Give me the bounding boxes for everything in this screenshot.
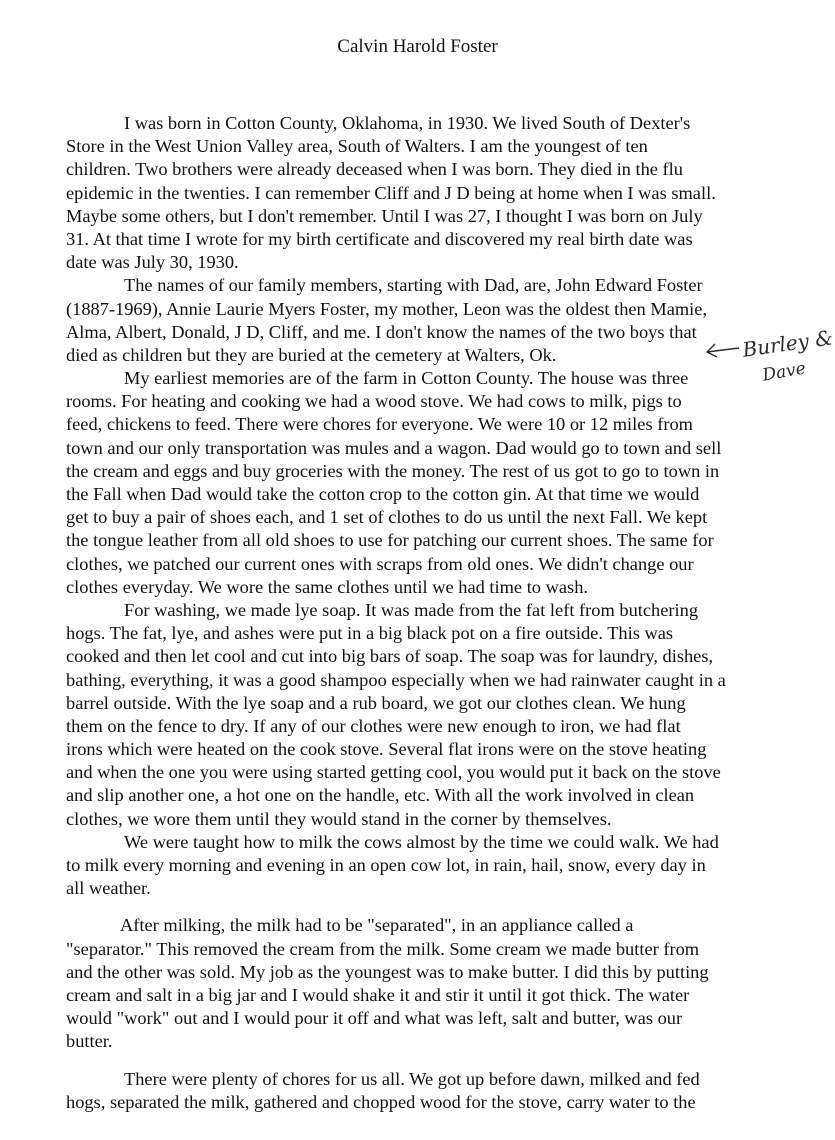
text-line: the tongue leather from all old shoes to use for patching our current shoes. The same for [66, 530, 714, 551]
text-line: would "work" out and I would pour it off and what was left, salt and butter, was our [66, 1008, 683, 1029]
text-line: date was July 30, 1930. [66, 252, 239, 273]
text-line: the cream and eggs and buy groceries with the money. The rest of us got to go to town in [66, 460, 720, 481]
text-line: butter. [66, 1031, 113, 1052]
text-line: "separator." This removed the cream from the milk. Some cream we made butter from [66, 938, 700, 959]
text-line: clothes everyday. We wore the same clothes until we had time to wash. [66, 576, 588, 597]
text-line: feed, chickens to feed. There were chores for everyone. We were 10 or 12 miles from [66, 414, 693, 435]
text-line: get to buy a pair of shoes each, and 1 set of clothes to do us until the next Fall. We kept [66, 507, 708, 528]
text-line: barrel outside. With the lye soap and a rub board, we got our clothes clean. We hung [66, 692, 686, 713]
paragraph-gap [66, 1054, 766, 1068]
text-line: them on the fence to dry. If any of our clothes were new enough to iron, we had flat [66, 715, 681, 736]
text-line: all weather. [66, 878, 151, 899]
text-line: bathing, everything, it was a good shampoo especially when we had rainwater caught in a [66, 669, 726, 690]
text-line: died as children but they are buried at the cemetery at Walters, Ok. [66, 344, 557, 365]
document-title: Calvin Harold Foster [337, 36, 498, 57]
text-line: irons which were heated on the cook stove. Several flat irons were on the stove heating [66, 739, 707, 760]
handwritten-note-line1: Burley & [741, 325, 835, 362]
text-line: town and our only transportation was mules and a wagon. Dad would go to town and sell [66, 437, 722, 458]
text-line: and the other was sold. My job as the youngest was to make butter. I did this by putting [66, 961, 709, 982]
text-line: hogs, separated the milk, gathered and chopped wood for the stove, carry water to the [66, 1091, 696, 1112]
text-line: We were taught how to milk the cows almost by the time we could walk. We had [124, 831, 719, 852]
text-line: clothes, we wore them until they would stand in the corner by themselves. [66, 808, 612, 829]
text-line: There were plenty of chores for us all. We got up before dawn, milked and fed [124, 1068, 700, 1089]
text-line: Maybe some others, but I don't remember. Until I was 27, I thought I was born on July [66, 205, 703, 226]
handwritten-note-line2: Dave [761, 358, 808, 386]
text-line: hogs. The fat, lye, and ashes were put in a big black pot on a fire outside. This was [66, 623, 674, 644]
text-line: The names of our family members, starting with Dad, are, John Edward Foster [124, 275, 703, 296]
text-line: After milking, the milk had to be "separated", in an appliance called a [120, 915, 634, 936]
text-line: epidemic in the twenties. I can remember Cliff and J D being at home when I was small. [66, 182, 716, 203]
text-line: Store in the West Union Valley area, South of Walters. I am the youngest of ten [66, 136, 648, 157]
text-line: to milk every morning and evening in an open cow lot, in rain, hail, snow, every day in [66, 855, 706, 875]
text-line: (1887-1969), Annie Laurie Myers Foster, my mother, Leon was the oldest then Mamie, [66, 298, 708, 319]
text-line: rooms. For heating and cooking we had a wood stove. We had cows to milk, pigs to [66, 391, 682, 412]
text-line: and when the one you were using started getting cool, you would put it back on the stove [66, 762, 721, 783]
document-body [66, 112, 766, 1114]
text-line: 31. At that time I wrote for my birth certificate and discovered my real birth date was [66, 228, 693, 249]
text-line: My earliest memories are of the farm in Cotton County. The house was three [124, 368, 689, 389]
text-line: and slip another one, a hot one on the handle, etc. With all the work involved in clean [66, 785, 695, 806]
handwritten-annotation [705, 325, 835, 414]
paragraph-gap [66, 900, 766, 914]
text-line: the Fall when Dad would take the cotton crop to the cotton gin. At that time we would [66, 484, 700, 504]
text-line: I was born in Cotton County, Oklahoma, in 1930. We lived South of Dexter's [124, 113, 691, 133]
text-line: clothes, we patched our current ones with scraps from old ones. We didn't change our [66, 553, 694, 574]
text-line: cream and salt in a big jar and I would shake it and stir it until it got thick. The water [66, 984, 690, 1005]
text-line: children. Two brothers were already deceased when I was born. They died in the flu [66, 159, 683, 180]
text-line: Alma, Albert, Donald, J D, Cliff, and me. I don't know the names of the two boys that [66, 321, 697, 342]
text-line: cooked and then let cool and cut into big bars of soap. The soap was for laundry, dishes, [66, 646, 714, 667]
text-line: For washing, we made lye soap. It was made from the fat left from butchering [124, 599, 699, 620]
